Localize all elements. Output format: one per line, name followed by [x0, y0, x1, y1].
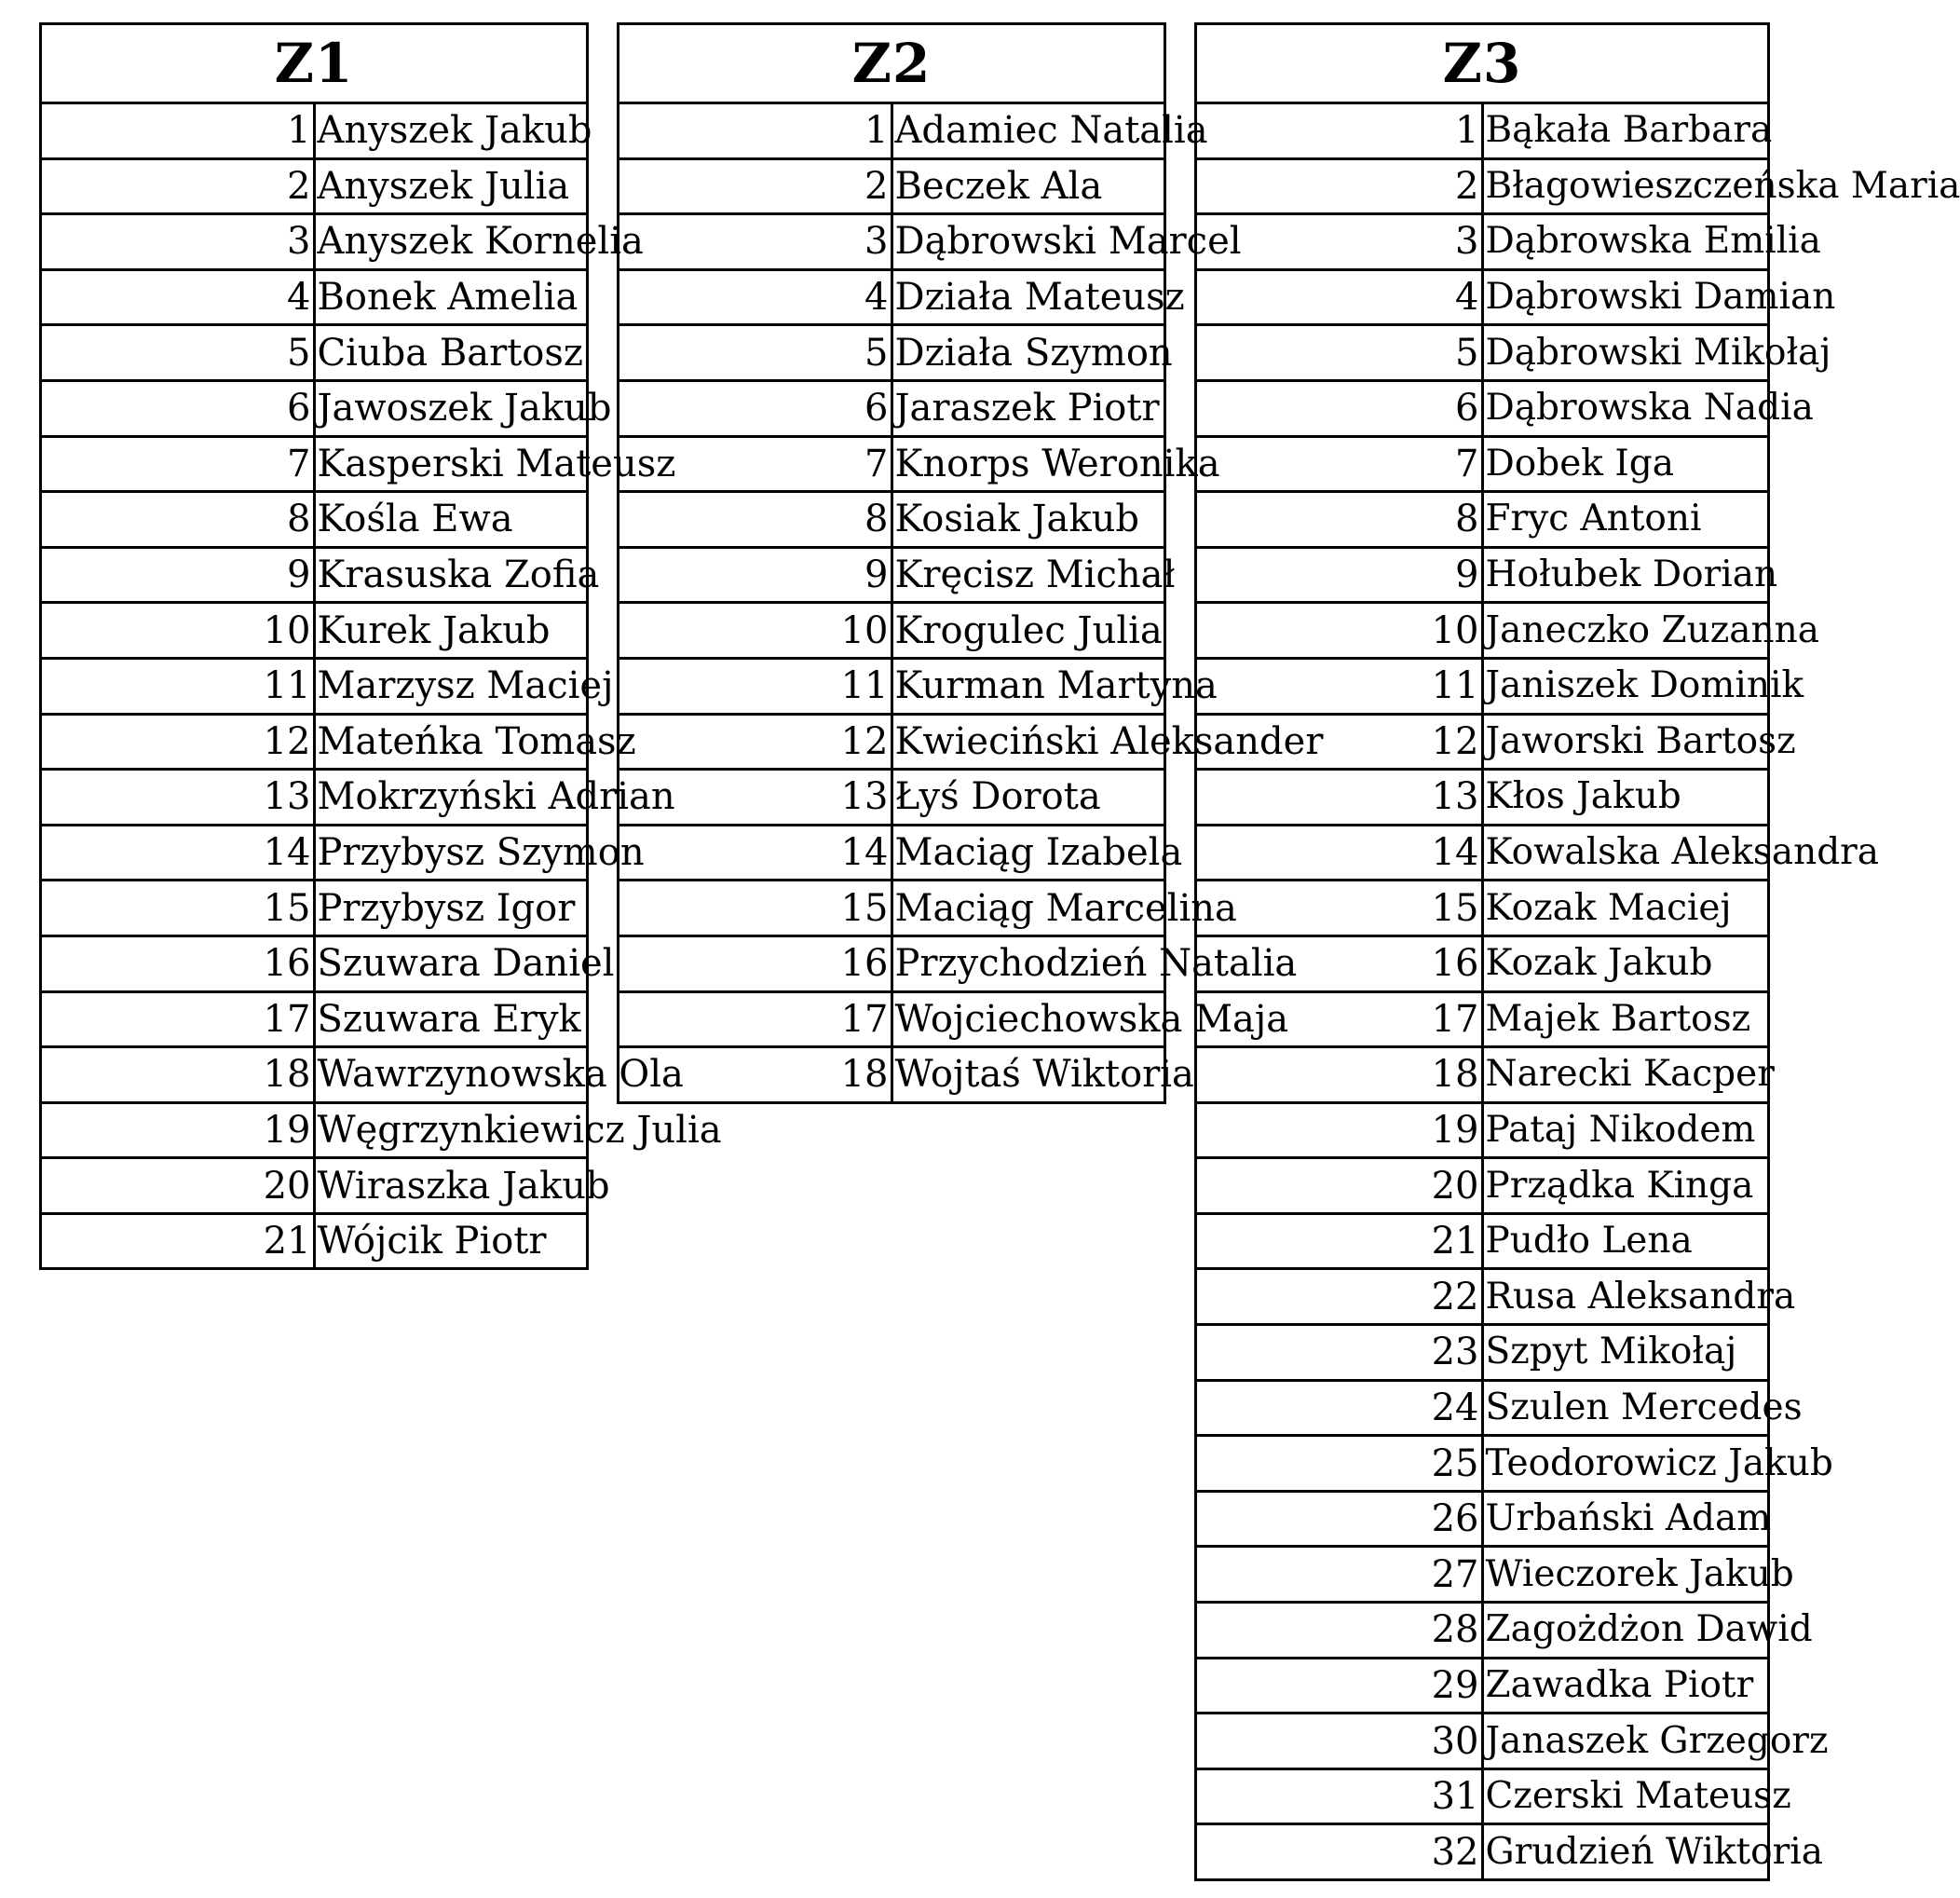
row-number: 15 — [619, 881, 892, 936]
student-name: Wójcik Piotr — [314, 1213, 588, 1269]
table-row — [1196, 1491, 1769, 1547]
row-number: 8 — [1196, 492, 1483, 548]
row-number: 1 — [619, 103, 892, 159]
table-row — [41, 158, 588, 214]
row-number: 6 — [1196, 380, 1483, 436]
student-name: Mokrzyński Adrian — [314, 770, 588, 826]
student-name: Błagowieszczeńska Maria — [1482, 158, 1769, 214]
student-name: Zawadka Piotr — [1482, 1658, 1769, 1714]
table-row — [619, 603, 1165, 659]
row-number: 14 — [41, 825, 315, 881]
row-number: 16 — [619, 935, 892, 991]
student-name: Przybysz Igor — [314, 881, 588, 936]
table-row — [1196, 658, 1769, 714]
table-row — [619, 935, 1165, 991]
table-row — [619, 380, 1165, 436]
table-row — [1196, 1436, 1769, 1492]
row-number: 5 — [41, 325, 315, 381]
row-number: 1 — [1196, 103, 1483, 159]
table-row — [1196, 1380, 1769, 1436]
table-row — [41, 991, 588, 1047]
row-number: 7 — [619, 436, 892, 492]
student-name: Wieczorek Jakub — [1482, 1547, 1769, 1603]
row-number: 17 — [41, 991, 315, 1047]
table-row — [1196, 935, 1769, 991]
table-row — [1196, 1714, 1769, 1769]
table-row — [619, 214, 1165, 270]
table-row — [1196, 1269, 1769, 1325]
table-row — [41, 1213, 588, 1269]
row-number: 11 — [41, 658, 315, 714]
row-number: 6 — [41, 380, 315, 436]
table-body — [619, 103, 1324, 1103]
row-number: 9 — [619, 547, 892, 603]
table-row — [41, 269, 588, 325]
row-number: 31 — [1196, 1768, 1483, 1824]
table-row — [41, 770, 588, 826]
student-name: Dąbrowski Marcel — [892, 214, 1165, 270]
student-name: Bąkała Barbara — [1482, 103, 1769, 159]
table-row — [41, 935, 588, 991]
row-number: 8 — [41, 492, 315, 548]
table-header-row — [1196, 24, 1769, 103]
row-number: 4 — [41, 269, 315, 325]
table-row — [1196, 380, 1769, 436]
table-row — [1196, 269, 1769, 325]
student-name: Dobek Iga — [1482, 436, 1769, 492]
row-number: 5 — [1196, 325, 1483, 381]
row-number: 15 — [41, 881, 315, 936]
row-number: 2 — [619, 158, 892, 214]
table-row — [1196, 1658, 1769, 1714]
student-name: Kośla Ewa — [314, 492, 588, 548]
row-number: 32 — [1196, 1824, 1483, 1880]
table-row — [1196, 492, 1769, 548]
row-number: 17 — [619, 991, 892, 1047]
student-name: Wawrzynowska Ola — [314, 1047, 588, 1103]
table-row — [1196, 1824, 1769, 1880]
row-number: 22 — [1196, 1269, 1483, 1325]
row-number: 21 — [1196, 1213, 1483, 1269]
student-name: Przychodzień Natalia — [892, 935, 1165, 991]
row-number: 8 — [619, 492, 892, 548]
table-row — [1196, 1047, 1769, 1103]
table-row — [41, 436, 588, 492]
student-name: Maciąg Marcelina — [892, 881, 1165, 936]
student-name: Kosiak Jakub — [892, 492, 1165, 548]
row-number: 3 — [41, 214, 315, 270]
table-row — [41, 881, 588, 936]
table-row — [41, 1158, 588, 1214]
group-table-z2 — [617, 22, 1324, 1104]
student-name: Teodorowicz Jakub — [1482, 1436, 1769, 1492]
row-number: 2 — [41, 158, 315, 214]
student-name: Bonek Amelia — [314, 269, 588, 325]
row-number: 13 — [41, 770, 315, 826]
student-name: Prządka Kinga — [1482, 1158, 1769, 1214]
table-row — [1196, 770, 1769, 826]
student-name: Wojtaś Wiktoria — [892, 1047, 1165, 1103]
table-row — [1196, 603, 1769, 659]
table-row — [1196, 1213, 1769, 1269]
row-number: 17 — [1196, 991, 1483, 1047]
row-number: 12 — [1196, 714, 1483, 770]
table-row — [1196, 436, 1769, 492]
table-row — [619, 492, 1165, 548]
row-number: 24 — [1196, 1380, 1483, 1436]
student-name: Kozak Jakub — [1482, 935, 1769, 991]
student-name: Maciąg Izabela — [892, 825, 1165, 881]
row-number: 16 — [41, 935, 315, 991]
row-number: 30 — [1196, 1714, 1483, 1769]
student-name: Kłos Jakub — [1482, 770, 1769, 826]
table-row — [619, 825, 1165, 881]
student-name: Kozak Maciej — [1482, 881, 1769, 936]
student-name: Kręcisz Michał — [892, 547, 1165, 603]
row-number: 4 — [619, 269, 892, 325]
table-row — [41, 325, 588, 381]
row-number: 1 — [41, 103, 315, 159]
table-row — [41, 492, 588, 548]
student-name: Pataj Nikodem — [1482, 1102, 1769, 1158]
student-name: Krogulec Julia — [892, 603, 1165, 659]
student-name: Dąbrowska Emilia — [1482, 214, 1769, 270]
table-row — [41, 1102, 588, 1158]
row-number: 16 — [1196, 935, 1483, 991]
student-name: Czerski Mateusz — [1482, 1768, 1769, 1824]
row-number: 10 — [1196, 603, 1483, 659]
student-name: Hołubek Dorian — [1482, 547, 1769, 603]
row-number: 18 — [619, 1047, 892, 1103]
table-row — [619, 1047, 1165, 1103]
student-name: Urbański Adam — [1482, 1491, 1769, 1547]
row-number: 13 — [1196, 770, 1483, 826]
group-title: Z3 — [1196, 24, 1769, 103]
table-row — [619, 547, 1165, 603]
table-row — [1196, 1158, 1769, 1214]
table-row — [1196, 1768, 1769, 1824]
table-row — [619, 881, 1165, 936]
row-number: 27 — [1196, 1547, 1483, 1603]
student-name: Beczek Ala — [892, 158, 1165, 214]
student-name: Janeczko Zuzanna — [1482, 603, 1769, 659]
group-title: Z2 — [619, 24, 1165, 103]
group-table-z1 — [39, 22, 722, 1270]
student-name: Pudło Lena — [1482, 1213, 1769, 1269]
table-row — [1196, 714, 1769, 770]
row-number: 11 — [619, 658, 892, 714]
student-name: Kurek Jakub — [314, 603, 588, 659]
student-name: Szuwara Daniel — [314, 935, 588, 991]
student-name: Szpyt Mikołaj — [1482, 1325, 1769, 1381]
row-number: 9 — [41, 547, 315, 603]
student-name: Ciuba Bartosz — [314, 325, 588, 381]
table-row — [1196, 991, 1769, 1047]
table-row — [1196, 214, 1769, 270]
student-name: Knorps Weronika — [892, 436, 1165, 492]
table-row — [41, 658, 588, 714]
student-name: Kasperski Mateusz — [314, 436, 588, 492]
row-number: 12 — [41, 714, 315, 770]
row-number: 5 — [619, 325, 892, 381]
row-number: 3 — [1196, 214, 1483, 270]
table-row — [41, 103, 588, 159]
row-number: 11 — [1196, 658, 1483, 714]
student-name: Działa Szymon — [892, 325, 1165, 381]
table-row — [1196, 1547, 1769, 1603]
row-number: 23 — [1196, 1325, 1483, 1381]
row-number: 15 — [1196, 881, 1483, 936]
row-number: 10 — [619, 603, 892, 659]
student-name: Kwieciński Aleksander — [892, 714, 1165, 770]
row-number: 18 — [1196, 1047, 1483, 1103]
student-name: Jaraszek Piotr — [892, 380, 1165, 436]
row-number: 18 — [41, 1047, 315, 1103]
row-number: 12 — [619, 714, 892, 770]
row-number: 20 — [1196, 1158, 1483, 1214]
table-row — [619, 714, 1165, 770]
table-row — [41, 547, 588, 603]
student-name: Szuwara Eryk — [314, 991, 588, 1047]
table-row — [1196, 547, 1769, 603]
table-row — [619, 158, 1165, 214]
student-name: Anyszek Julia — [314, 158, 588, 214]
row-number: 9 — [1196, 547, 1483, 603]
row-number: 21 — [41, 1213, 315, 1269]
row-number: 26 — [1196, 1491, 1483, 1547]
student-name: Grudzień Wiktoria — [1482, 1824, 1769, 1880]
group-title: Z1 — [41, 24, 588, 103]
student-name: Anyszek Jakub — [314, 103, 588, 159]
table-row — [1196, 1325, 1769, 1381]
student-name: Fryc Antoni — [1482, 492, 1769, 548]
table-row — [1196, 1102, 1769, 1158]
table-row — [41, 1047, 588, 1103]
student-name: Jaworski Bartosz — [1482, 714, 1769, 770]
student-name: Majek Bartosz — [1482, 991, 1769, 1047]
table-row — [619, 658, 1165, 714]
student-name: Janiszek Dominik — [1482, 658, 1769, 714]
table-header-row — [619, 24, 1165, 103]
row-number: 14 — [1196, 825, 1483, 881]
table-row — [41, 380, 588, 436]
table-row — [41, 214, 588, 270]
row-number: 10 — [41, 603, 315, 659]
table-row — [41, 714, 588, 770]
row-number: 4 — [1196, 269, 1483, 325]
row-number: 14 — [619, 825, 892, 881]
table-row — [1196, 825, 1769, 881]
student-name: Węgrzynkiewicz Julia — [314, 1102, 588, 1158]
student-name: Krasuska Zofia — [314, 547, 588, 603]
table-row — [619, 991, 1165, 1047]
row-number: 6 — [619, 380, 892, 436]
table-row — [1196, 103, 1769, 159]
student-name: Narecki Kacper — [1482, 1047, 1769, 1103]
table-header-row — [41, 24, 588, 103]
group-table-z3 — [1194, 22, 1960, 1881]
student-name: Mateńka Tomasz — [314, 714, 588, 770]
student-name: Zagożdżon Dawid — [1482, 1603, 1769, 1659]
student-name: Jawoszek Jakub — [314, 380, 588, 436]
table-body — [41, 103, 722, 1269]
row-number: 3 — [619, 214, 892, 270]
table-row — [619, 103, 1165, 159]
table-row — [1196, 1603, 1769, 1659]
table-row — [619, 436, 1165, 492]
row-number: 7 — [41, 436, 315, 492]
table-row — [1196, 881, 1769, 936]
row-number: 19 — [41, 1102, 315, 1158]
student-name: Janaszek Grzegorz — [1482, 1714, 1769, 1769]
row-number: 25 — [1196, 1436, 1483, 1492]
student-name: Wiraszka Jakub — [314, 1158, 588, 1214]
table-row — [41, 603, 588, 659]
row-number: 7 — [1196, 436, 1483, 492]
student-name: Dąbrowska Nadia — [1482, 380, 1769, 436]
student-name: Kowalska Aleksandra — [1482, 825, 1769, 881]
student-name: Marzysz Maciej — [314, 658, 588, 714]
student-name: Adamiec Natalia — [892, 103, 1165, 159]
row-number: 20 — [41, 1158, 315, 1214]
row-number: 13 — [619, 770, 892, 826]
table-row — [1196, 325, 1769, 381]
row-number: 19 — [1196, 1102, 1483, 1158]
student-name: Szulen Mercedes — [1482, 1380, 1769, 1436]
student-name: Rusa Aleksandra — [1482, 1269, 1769, 1325]
student-name: Przybysz Szymon — [314, 825, 588, 881]
student-name: Dąbrowski Mikołaj — [1482, 325, 1769, 381]
table-row — [619, 770, 1165, 826]
table-body — [1196, 103, 1960, 1880]
table-row — [619, 269, 1165, 325]
student-name: Łyś Dorota — [892, 770, 1165, 826]
student-name: Anyszek Kornelia — [314, 214, 588, 270]
table-row — [619, 325, 1165, 381]
student-name: Kurman Martyna — [892, 658, 1165, 714]
student-name: Wojciechowska Maja — [892, 991, 1165, 1047]
row-number: 28 — [1196, 1603, 1483, 1659]
student-name: Dąbrowski Damian — [1482, 269, 1769, 325]
table-row — [1196, 158, 1769, 214]
student-name: Działa Mateusz — [892, 269, 1165, 325]
row-number: 29 — [1196, 1658, 1483, 1714]
row-number: 2 — [1196, 158, 1483, 214]
table-row — [41, 825, 588, 881]
